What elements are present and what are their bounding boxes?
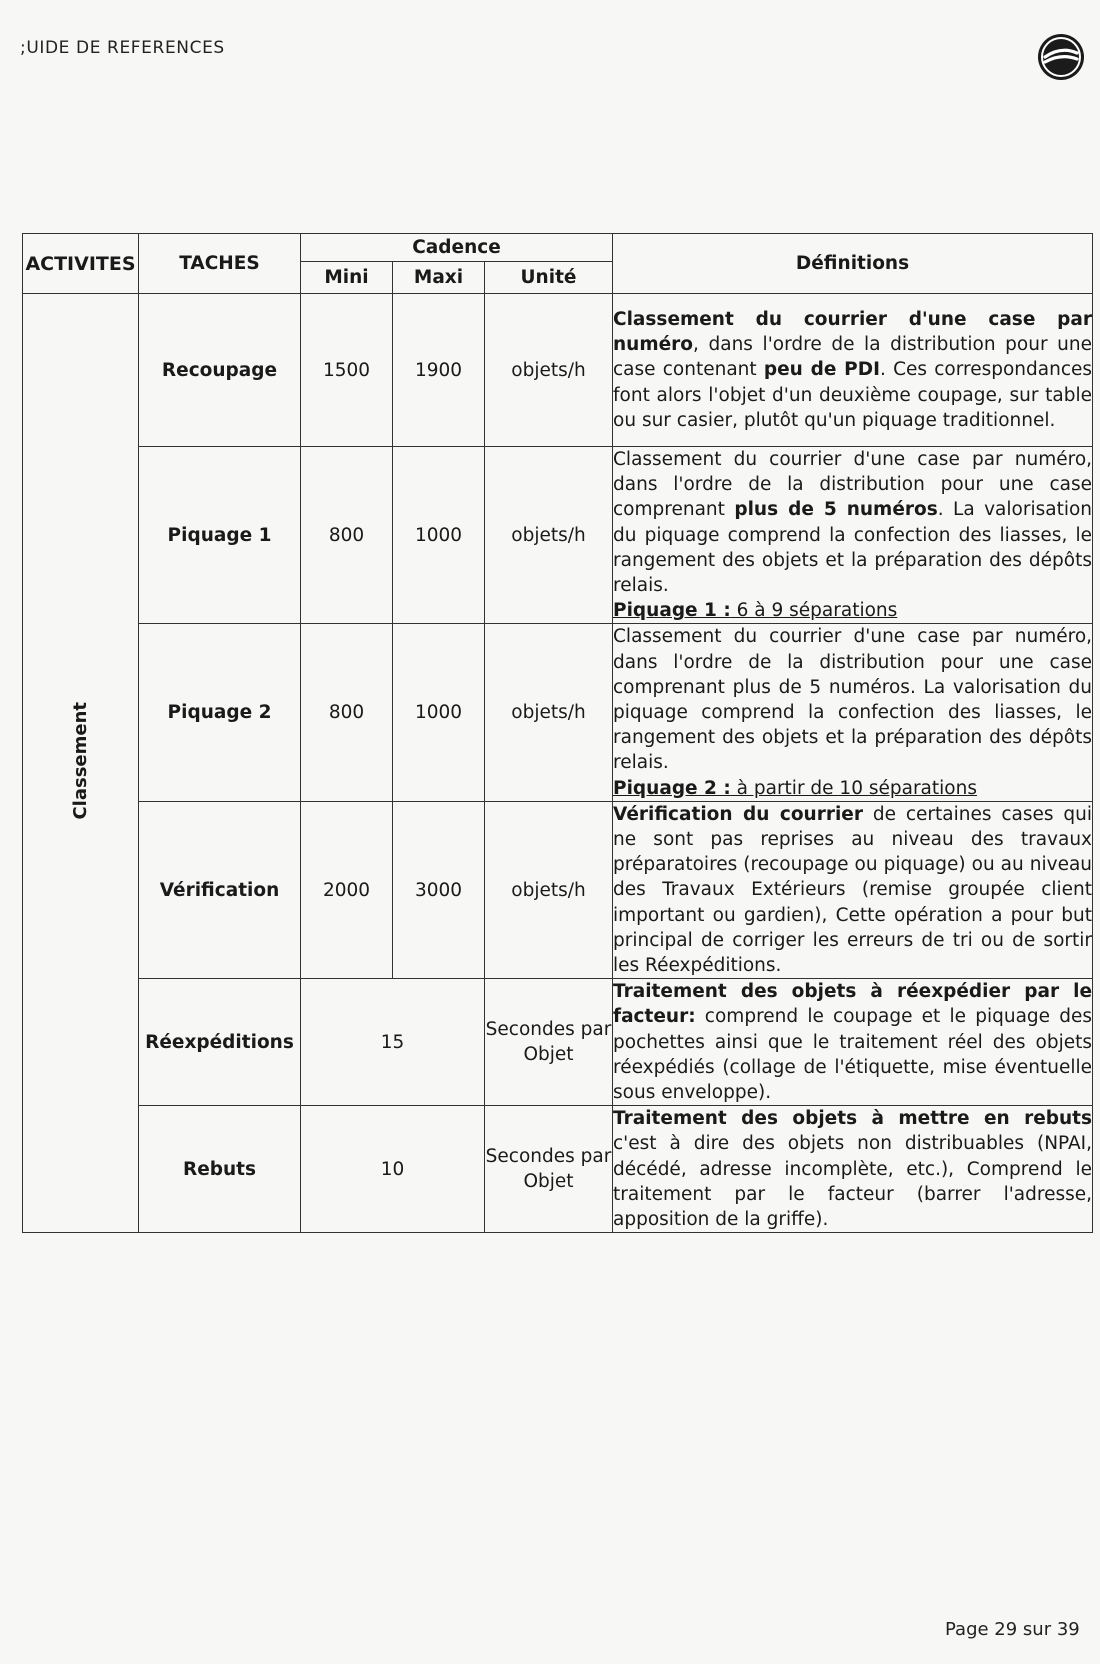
header-cadence: Cadence	[301, 234, 613, 262]
page-number: Page 29 sur 39	[945, 1619, 1080, 1640]
activity-label: Classement	[70, 701, 91, 820]
cadence-unit: objets/h	[485, 447, 613, 624]
header-mini: Mini	[301, 262, 393, 294]
cadence-unit: objets/h	[485, 801, 613, 978]
cadence-unit: Secondes par Objet	[485, 979, 613, 1106]
cadence-unit: objets/h	[485, 294, 613, 447]
activity-cell	[23, 294, 139, 1233]
cadence-mini: 1500	[301, 294, 393, 447]
task-name: Réexpéditions	[139, 979, 301, 1106]
cadence-maxi: 1900	[393, 294, 485, 447]
table-row	[23, 979, 1093, 1106]
cadence-value: 10	[301, 1106, 485, 1233]
cadence-mini: 2000	[301, 801, 393, 978]
table-row	[23, 447, 1093, 624]
cadence-unit: Secondes par Objet	[485, 1106, 613, 1233]
cadence-maxi: 3000	[393, 801, 485, 978]
cadence-maxi: 1000	[393, 624, 485, 801]
header-unite: Unité	[485, 262, 613, 294]
header-activites: ACTIVITES	[23, 234, 139, 294]
header-definitions: Définitions	[613, 234, 1093, 294]
header-taches: TACHES	[139, 234, 301, 294]
task-name: Rebuts	[139, 1106, 301, 1233]
task-name: Vérification	[139, 801, 301, 978]
la-poste-circle-logo	[1036, 32, 1086, 82]
reference-table	[22, 233, 1093, 1233]
task-name: Recoupage	[139, 294, 301, 447]
cadence-mini: 800	[301, 447, 393, 624]
definition-text: Classement du courrier d'une case par numéro, dans l'ordre de la distribution pour une case comprenant plus de 5 numéros. La valorisation du piquage comprend la confection des liasses, le rangement des objets et la préparation des dépôts relais. Piquage 2 : à partir de 10 séparations	[613, 624, 1093, 801]
table-row	[23, 1106, 1093, 1233]
cadence-value: 15	[301, 979, 485, 1106]
cadence-mini: 800	[301, 624, 393, 801]
cadence-unit: objets/h	[485, 624, 613, 801]
table-row	[23, 801, 1093, 978]
definition-text: Traitement des objets à réexpédier par le facteur: comprend le coupage et le piquage des pochettes ainsi que le traitement réel des objets réexpédiés (collage de l'étiquette, mise éventuelle sous enveloppe).	[613, 979, 1093, 1106]
definition-text: Vérification du courrier de certaines cases qui ne sont pas reprises au niveau des travaux préparatoires (recoupage ou piquage) ou au niveau des Travaux Extérieurs (remise groupée client important ou gardien), Cette opération a pour but principal de corriger les erreurs de tri ou de sortir les Réexpéditions.	[613, 801, 1093, 978]
cadence-maxi: 1000	[393, 447, 485, 624]
definition-text: Classement du courrier d'une case par numéro, dans l'ordre de la distribution pour une case comprenant plus de 5 numéros. La valorisation du piquage comprend la confection des liasses, le rangement des objets et la préparation des dépôts relais. Piquage 1 : 6 à 9 séparations	[613, 447, 1093, 624]
task-name: Piquage 2	[139, 624, 301, 801]
definition-text: Traitement des objets à mettre en rebuts c'est à dire des objets non distribuables (NPAI, décédé, adresse incomplète, etc.), Comprend le traitement par le facteur (barrer l'adresse, apposition de la griffe).	[613, 1106, 1093, 1233]
table-row	[23, 624, 1093, 801]
table-row	[23, 294, 1093, 447]
document-header-title: ;UIDE DE REFERENCES	[20, 38, 225, 58]
header-maxi: Maxi	[393, 262, 485, 294]
definition-text: Classement du courrier d'une case par numéro, dans l'ordre de la distribution pour une case contenant peu de PDI. Ces correspondances font alors l'objet d'un deuxième coupage, sur table ou sur casier, plutôt qu'un piquage traditionnel.	[613, 294, 1093, 447]
task-name: Piquage 1	[139, 447, 301, 624]
